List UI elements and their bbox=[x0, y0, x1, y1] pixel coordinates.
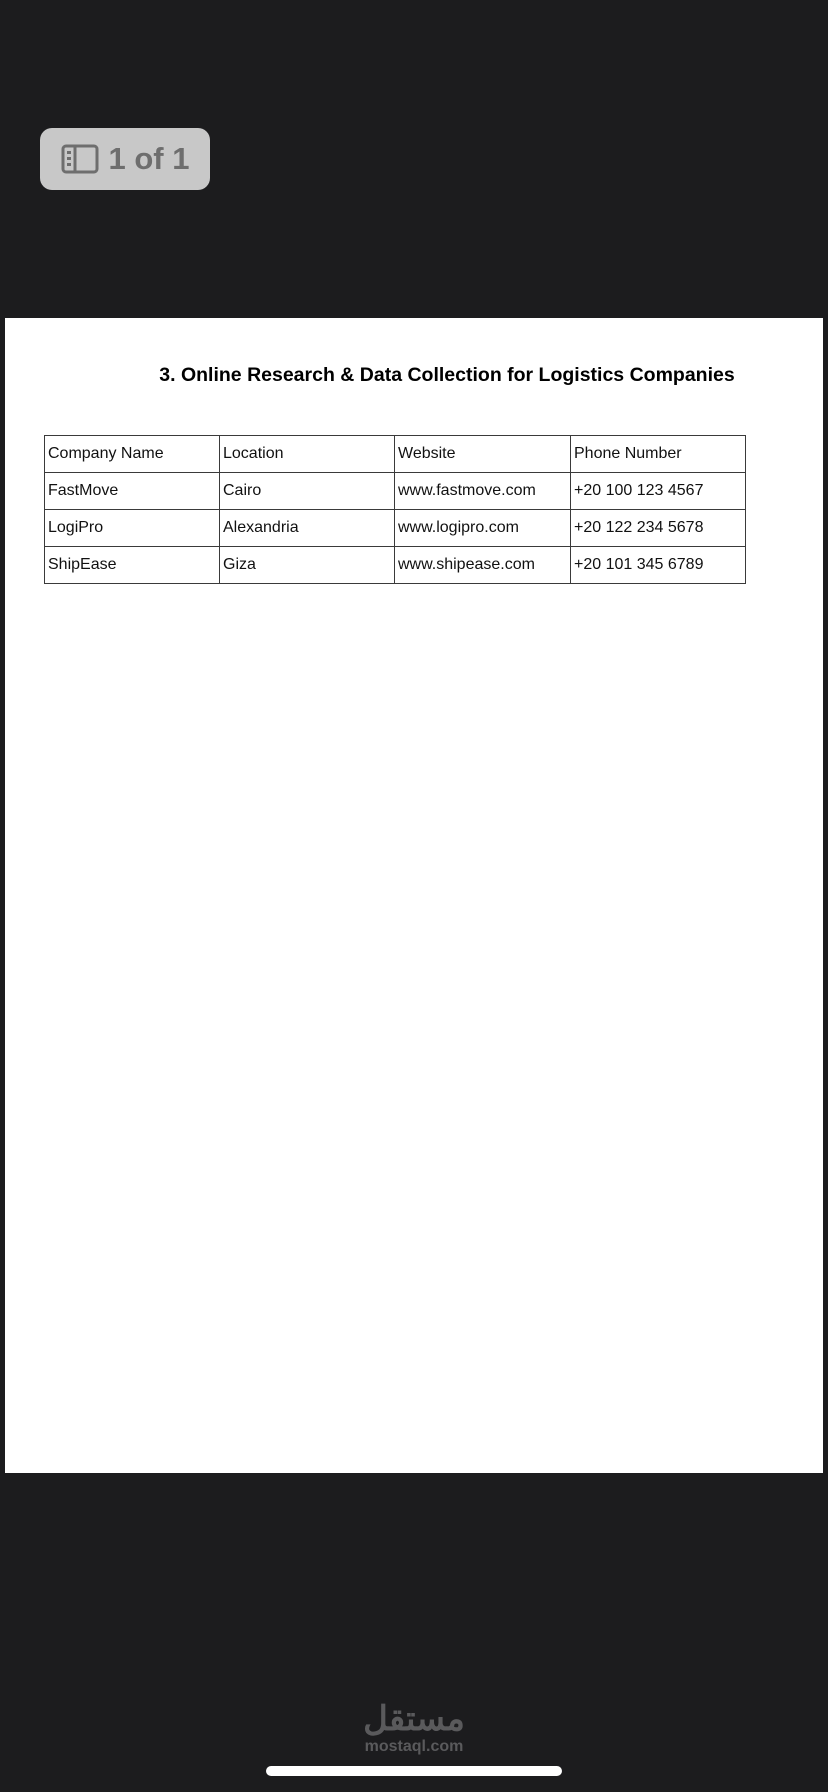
watermark-arabic: مستقل bbox=[363, 1700, 465, 1738]
cell-company-name: LogiPro bbox=[45, 510, 220, 547]
header-phone-number: Phone Number bbox=[571, 436, 746, 473]
watermark-latin: mostaql.com bbox=[364, 1738, 464, 1755]
document-title: 3. Online Research & Data Collection for Logistics Companies bbox=[159, 364, 735, 386]
cell-website: www.shipease.com bbox=[395, 547, 571, 584]
document-page bbox=[5, 318, 823, 1473]
cell-website: www.logipro.com bbox=[395, 510, 571, 547]
page-count-badge[interactable] bbox=[40, 128, 210, 190]
cell-location: Giza bbox=[220, 547, 395, 584]
companies-table bbox=[44, 435, 746, 584]
header-website: Website bbox=[395, 436, 571, 473]
cell-location: Cairo bbox=[220, 473, 395, 510]
sidebar-thumbnails-icon bbox=[61, 144, 99, 174]
table-row bbox=[45, 473, 746, 510]
page-indicator-text: 1 of 1 bbox=[108, 141, 190, 176]
table-row bbox=[45, 510, 746, 547]
table-row bbox=[45, 547, 746, 584]
cell-company-name: ShipEase bbox=[45, 547, 220, 584]
cell-company-name: FastMove bbox=[45, 473, 220, 510]
cell-phone-number: +20 122 234 5678 bbox=[571, 510, 746, 547]
home-indicator[interactable] bbox=[266, 1766, 562, 1776]
table-header-row bbox=[45, 436, 746, 473]
cell-phone-number: +20 100 123 4567 bbox=[571, 473, 746, 510]
header-company-name: Company Name bbox=[45, 436, 220, 473]
cell-location: Alexandria bbox=[220, 510, 395, 547]
header-location: Location bbox=[220, 436, 395, 473]
mostaql-watermark bbox=[0, 1700, 828, 1756]
cell-phone-number: +20 101 345 6789 bbox=[571, 547, 746, 584]
cell-website: www.fastmove.com bbox=[395, 473, 571, 510]
